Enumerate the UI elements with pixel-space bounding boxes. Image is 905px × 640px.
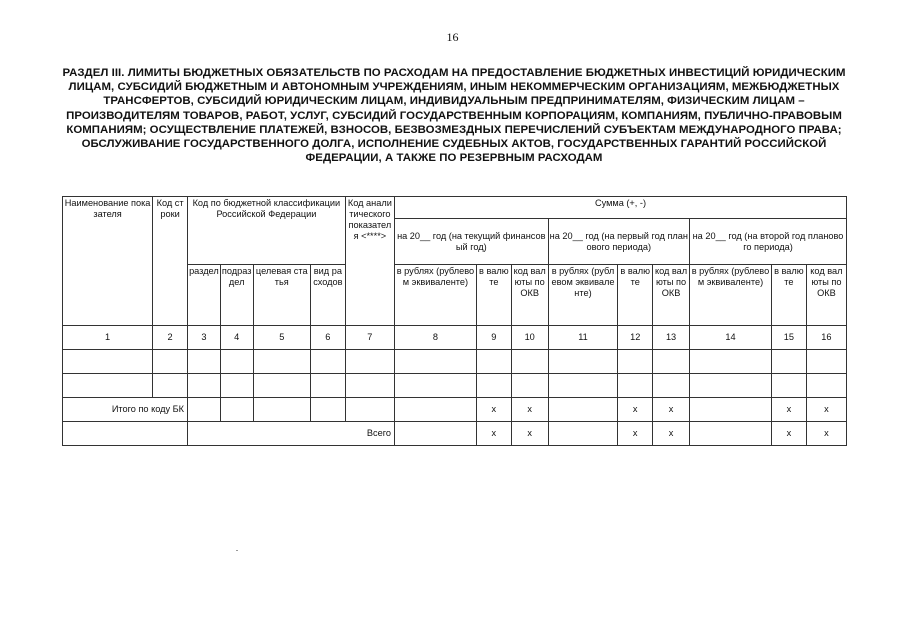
table-cell[interactable] — [63, 350, 153, 374]
table-cell[interactable] — [310, 374, 345, 398]
header-analytic-code: Код аналитического показателя <****> — [345, 197, 394, 326]
header-currency-first-plan: в валюте — [618, 265, 653, 326]
section-title: РАЗДЕЛ III. ЛИМИТЫ БЮДЖЕТНЫХ ОБЯЗАТЕЛЬСТВ ПО РАСХОДАМ НА ПРЕДОСТАВЛЕНИЕ БЮДЖЕТНЫХ ИНВЕСТИЦИЙ ЮРИДИЧЕСКИМ ЛИЦАМ, СУБСИДИЙ БЮДЖЕТНЫМ И АВТОНОМНЫМ УЧРЕЖДЕНИЯМ, ИНЫМ НЕКОММЕРЧЕСКИМ ОРГАНИЗАЦИЯМ, МЕЖБЮДЖЕТНЫХ ТРАНСФЕРТОВ, СУБСИДИЙ ЮРИДИЧЕСКИМ ЛИЦАМ, ИНДИВИДУАЛЬНЫМ ПРЕДПРИНИМАТЕЛЯМ, ФИЗИЧЕСКИМ ЛИЦАМ – ПРОИЗВОДИТЕЛЯМ ТОВАРОВ, РАБОТ, УСЛУГ, СУБСИДИЙ ГОСУДАРСТВЕННЫМ КОРПОРАЦИЯМ, КОМПАНИЯМ, ПУБЛИЧНО-ПРАВОВЫМ КОМПАНИЯМ; ОСУЩЕСТВЛЕНИЕ ПЛАТЕЖЕЙ, ВЗНОСОВ, БЕЗВОЗМЕЗДНЫХ ПЕРЕЧИСЛЕНИЙ СУБЪЕКТАМ МЕЖДУНАРОДНОГО ПРАВА; ОБСЛУЖИВАНИЕ ГОСУДАРСТВЕННОГО ДОЛГА, ИСПОЛНЕНИЕ СУДЕБНЫХ АКТОВ, ГОСУДАРСТВЕННЫХ ГАРАНТИЙ РОССИЙСКОЙ ФЕДЕРАЦИИ, А ТАКЖЕ ПО РЕЗЕРВНЫМ РАСХОДАМ — [62, 67, 846, 165]
header-year-second-plan: на 20__ год (на второй год планового периода) — [690, 219, 847, 265]
column-number: 6 — [310, 326, 345, 350]
column-number: 3 — [188, 326, 221, 350]
table-cell[interactable] — [618, 350, 653, 374]
grand-total-row — [63, 422, 847, 446]
column-number: 16 — [806, 326, 846, 350]
total-by-bk-row — [63, 398, 847, 422]
column-number: 7 — [345, 326, 394, 350]
table-cell[interactable] — [476, 374, 511, 398]
column-number: 11 — [548, 326, 618, 350]
header-section: раздел — [188, 265, 221, 326]
column-number: 14 — [690, 326, 772, 350]
table-cell[interactable] — [476, 350, 511, 374]
table-cell[interactable] — [153, 350, 188, 374]
table-cell[interactable] — [511, 350, 548, 374]
header-target-article: целевая статья — [253, 265, 310, 326]
column-number: 4 — [220, 326, 253, 350]
table-cell[interactable] — [690, 422, 772, 446]
table-cell[interactable] — [806, 350, 846, 374]
header-line-code: Код строки — [153, 197, 188, 326]
scan-speck — [236, 550, 238, 551]
header-budget-classification: Код по бюджетной классификации Российской Федерации — [188, 197, 346, 265]
table-cell[interactable] — [653, 374, 690, 398]
column-number: 5 — [253, 326, 310, 350]
cross-mark: x — [806, 398, 846, 422]
header-okv-second-plan: код валюты по ОКВ — [806, 265, 846, 326]
table-cell[interactable] — [806, 374, 846, 398]
table-cell[interactable] — [394, 422, 476, 446]
table-cell[interactable] — [548, 422, 618, 446]
table-cell[interactable] — [345, 374, 394, 398]
cross-mark: x — [618, 398, 653, 422]
table-cell[interactable] — [253, 350, 310, 374]
grand-total-label: Всего — [188, 422, 395, 446]
table-cell[interactable] — [188, 350, 221, 374]
table-cell[interactable] — [653, 350, 690, 374]
cross-mark: x — [476, 422, 511, 446]
column-number: 1 — [63, 326, 153, 350]
column-number: 12 — [618, 326, 653, 350]
table-cell[interactable] — [511, 374, 548, 398]
table-cell[interactable] — [345, 350, 394, 374]
cross-mark: x — [476, 398, 511, 422]
table-cell — [63, 422, 188, 446]
cross-mark: x — [771, 398, 806, 422]
table-cell[interactable] — [220, 350, 253, 374]
table-cell[interactable] — [690, 350, 772, 374]
table-row — [63, 374, 847, 398]
table-cell[interactable] — [618, 374, 653, 398]
table-cell[interactable] — [394, 350, 476, 374]
column-number: 9 — [476, 326, 511, 350]
header-year-current: на 20__ год (на текущий финансовый год) — [394, 219, 548, 265]
table-cell[interactable] — [771, 350, 806, 374]
cross-mark: x — [806, 422, 846, 446]
table-cell[interactable] — [253, 398, 310, 422]
cross-mark: x — [618, 422, 653, 446]
table-cell[interactable] — [310, 350, 345, 374]
header-amount: Сумма (+, -) — [394, 197, 846, 219]
table-cell[interactable] — [188, 374, 221, 398]
table-cell[interactable] — [345, 398, 394, 422]
header-okv-first-plan: код валюты по ОКВ — [653, 265, 690, 326]
column-number: 10 — [511, 326, 548, 350]
table-cell[interactable] — [220, 398, 253, 422]
table-cell[interactable] — [63, 374, 153, 398]
header-currency-second-plan: в валюте — [771, 265, 806, 326]
column-number: 8 — [394, 326, 476, 350]
table-cell[interactable] — [253, 374, 310, 398]
cross-mark: x — [653, 398, 690, 422]
table-row — [63, 350, 847, 374]
table-cell[interactable] — [548, 398, 618, 422]
header-rubles-current: в рублях (рублевом эквиваленте) — [394, 265, 476, 326]
limits-table — [62, 196, 847, 446]
column-number: 2 — [153, 326, 188, 350]
header-subsection: подраздел — [220, 265, 253, 326]
header-currency-current: в валюте — [476, 265, 511, 326]
header-rubles-second-plan: в рублях (рублевом эквиваленте) — [690, 265, 772, 326]
header-rubles-first-plan: в рублях (рублевом эквиваленте) — [548, 265, 618, 326]
table-cell[interactable] — [548, 350, 618, 374]
table-cell[interactable] — [153, 374, 188, 398]
table-cell[interactable] — [771, 374, 806, 398]
cross-mark: x — [771, 422, 806, 446]
header-indicator-name: Наименование показателя — [63, 197, 153, 326]
cross-mark: x — [653, 422, 690, 446]
column-numbers-row — [63, 326, 847, 350]
column-number: 15 — [771, 326, 806, 350]
table-cell[interactable] — [220, 374, 253, 398]
table-cell[interactable] — [394, 374, 476, 398]
table-cell[interactable] — [188, 398, 221, 422]
header-expense-type: вид расходов — [310, 265, 345, 326]
page-number: 16 — [446, 30, 459, 44]
column-number: 13 — [653, 326, 690, 350]
cross-mark: x — [511, 398, 548, 422]
header-okv-current: код валюты по ОКВ — [511, 265, 548, 326]
cross-mark: x — [511, 422, 548, 446]
table-cell[interactable] — [690, 374, 772, 398]
table-cell[interactable] — [690, 398, 772, 422]
table-cell[interactable] — [310, 398, 345, 422]
table-cell[interactable] — [548, 374, 618, 398]
total-by-bk-label: Итого по коду БК — [63, 398, 188, 422]
table-cell[interactable] — [394, 398, 476, 422]
header-year-first-plan: на 20__ год (на первый год планового периода) — [548, 219, 689, 265]
